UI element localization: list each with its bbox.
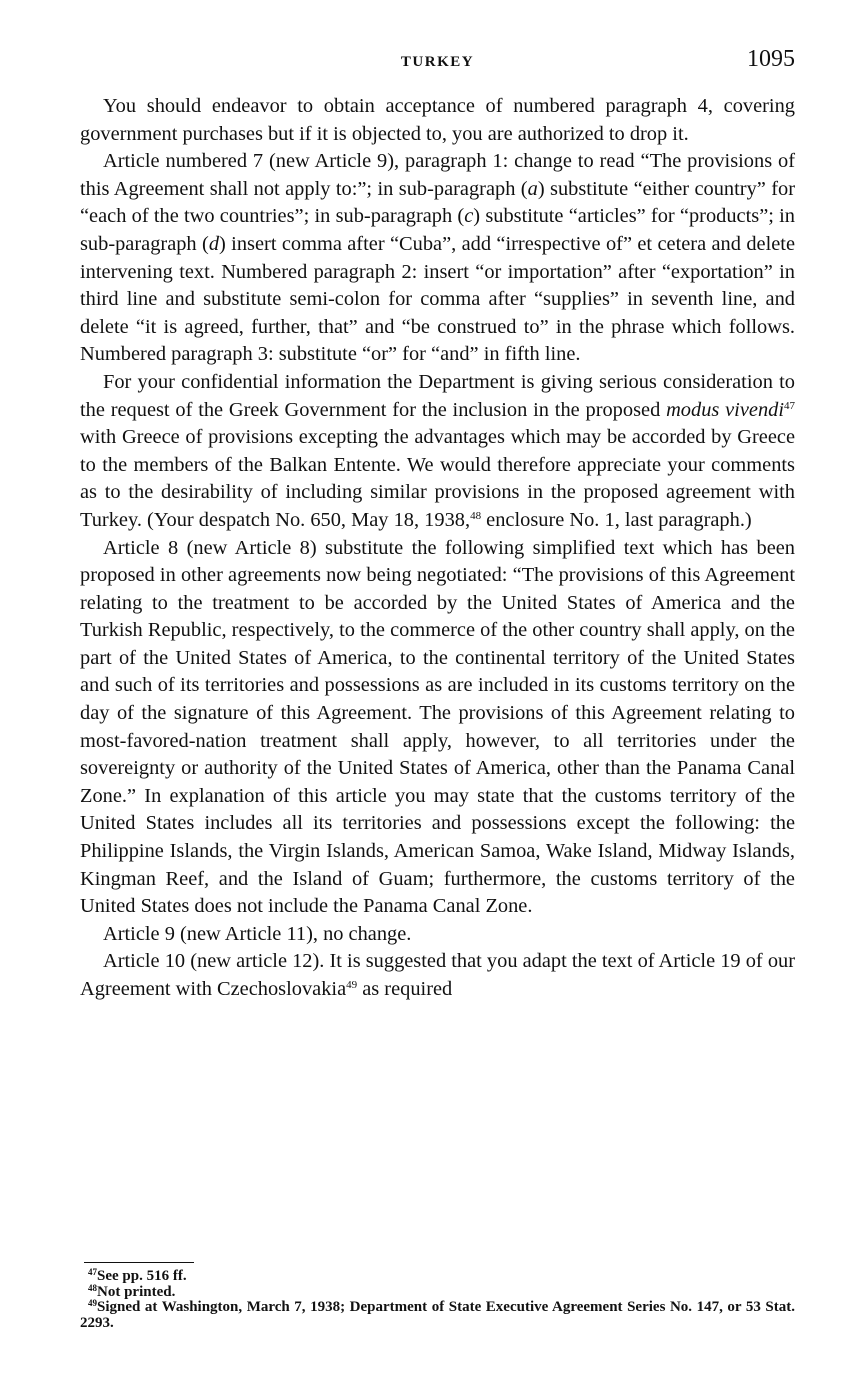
paragraph-article-8: Article 8 (new Article 8) substitute the following simplified text which has been proposed in other agreements now being negotiated: “The provisions of this Agreement relating to the treatment to be accorded by the United States of America and the Turkish Republic, respectively, to the commerce of the other country shall apply, on the part of the United States of America, to the continental territory of the United States and such of its territories and possessions as are included in its customs territory on the day of the signature of this Agreement. The provisions of this Agreement relating to most-favored-nation treatment shall apply, however, to all territories under the sovereignty or authority of the United States of America, other than the Panama Canal Zone.” In explanation of this article you may state that the customs territory of the United States includes all its territories and possessions except the following: the Philippine Islands, the Virgin Islands, American Samoa, Wake Island, Midway Islands, Kingman Reef, and the Island of Guam; furthermore, the customs territory of the United States does not include the Panama Canal Zone. [80, 536, 795, 918]
footnote-ref-47: 47 [784, 399, 796, 412]
paragraph-purchases: You should endeavor to obtain acceptance of numbered paragraph 4, covering government purchases but if it is objected to, you are authorized to drop it. [80, 95, 795, 145]
running-head: TURKEY [400, 54, 475, 70]
paragraph-confidential: For your confidential information the Department is giving serious consideration to the request of the Greek Government for the inclusion in the proposed modus vivendi$^{47}$ with Greece of provisions excepting the advantages which may be accorded by Greece to the members of the Balkan Entente. We would therefore appreciate your comments as to the desirability of including similar provisions in the proposed agreement with Turkey. (Your despatch No. 650, May 18, 1938,48 enclosure No. 1, last paragraph.) [80, 370, 796, 531]
footnotes [80, 1262, 795, 1331]
paragraph-article-7: Article numbered 7 (new Article 9), paragraph 1: change to read “The provisions of this Agreement shall not apply to:”; in sub-paragraph (a) substitute “either country” for “each of the two countries”; in sub-paragraph (c) substitute “articles” for “products”; in sub-paragraph (d) insert comma after “Cuba”, add “irrespective of” et cetera and delete intervening text. Numbered paragraph 2: insert “or importation” after “exportation” in third line and substitute semi-colon for comma after “supplies” in seventh line, and delete “it is agreed, further, that” and “be construed to” in the phrase which follows. Numbered paragraph 3: substitute “or” for “and” in fifth line. [80, 150, 795, 366]
footnote-47: $^{47}$See pp. 516 ff. [88, 1267, 187, 1284]
page-number: 1095 [747, 46, 795, 72]
paragraph-article-10: Article 10 (new article 12). It is suggested that you adapt the text of Article 19 of our Agreement with Czechoslovakia$^{49}$ as required [80, 950, 795, 1000]
footnote-ref-48: 48 [470, 509, 482, 522]
footnote-49: $^{49}$Signed at Washington, March 7, 1938; Department of State Executive Agreement Series No. 147, or 53 Stat. 2293. [80, 1298, 795, 1331]
body-text [80, 93, 795, 1004]
footnote-ref-49: 49 [346, 979, 358, 991]
modus-vivendi-term: modus vivendi [666, 398, 785, 421]
footnote-rule [84, 1262, 194, 1263]
paragraph-article-9: Article 9 (new Article 11), no change. [103, 922, 412, 945]
footnote-48: $^{48}$Not printed. [88, 1282, 176, 1300]
page-header [80, 46, 795, 80]
